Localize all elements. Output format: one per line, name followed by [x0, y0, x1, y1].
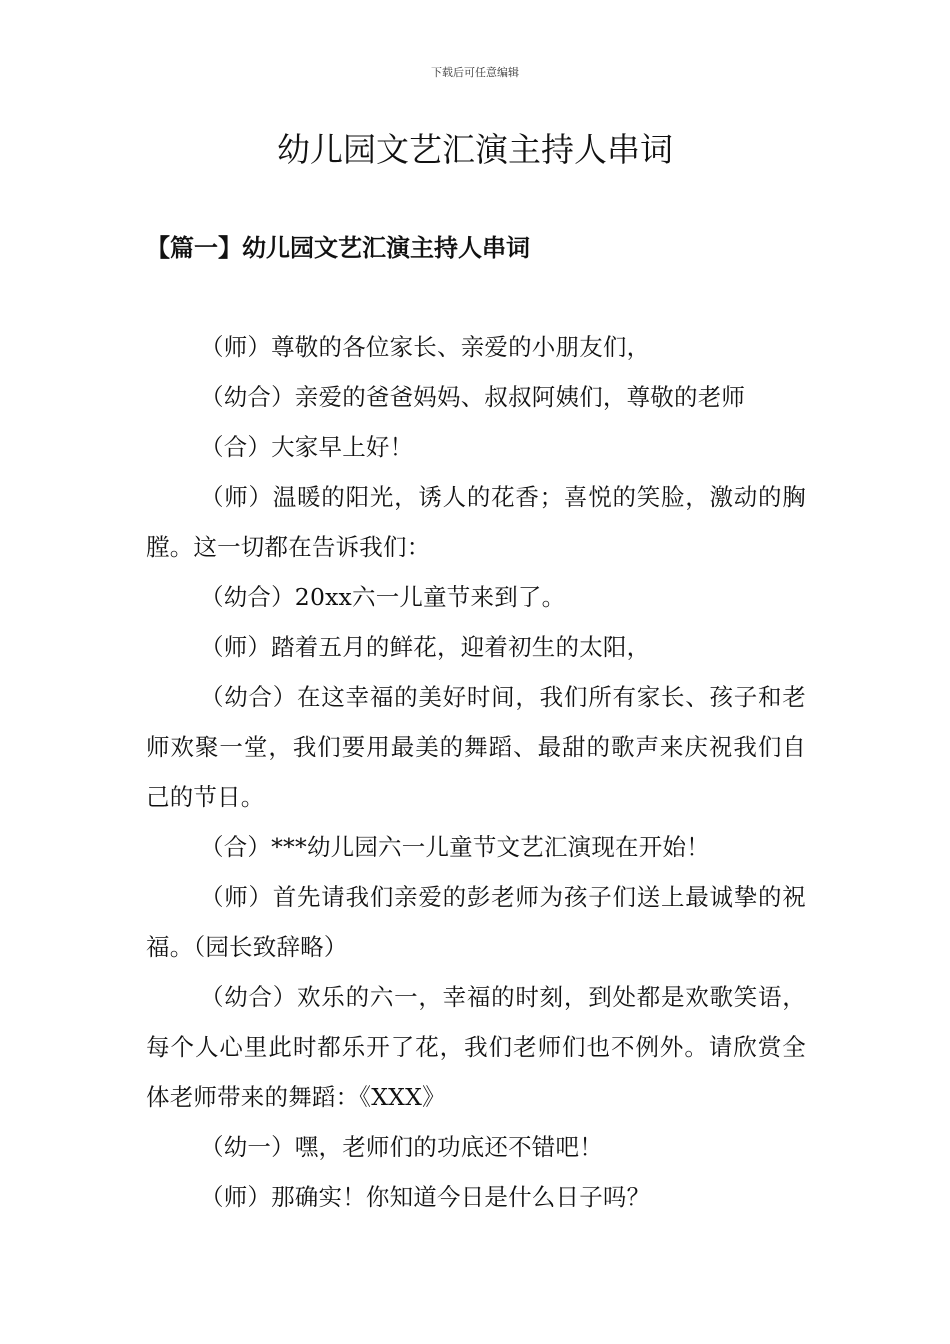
paragraph: （合）***幼儿园六一儿童节文艺汇演现在开始！: [200, 833, 710, 861]
document-title: 幼儿园文艺汇演主持人串词: [277, 130, 673, 169]
paragraph: （师）尊敬的各位家长、亲爱的小朋友们，: [200, 333, 651, 361]
paragraph: （师）温暖的阳光，诱人的花香；喜悦的笑脸，激动的胸膛。这一切都在告诉我们：: [146, 483, 806, 561]
paragraph: （师）踏着五月的鲜花，迎着初生的太阳，: [200, 633, 651, 661]
paragraph: （幼合）亲爱的爸爸妈妈、叔叔阿姨们，尊敬的老师: [200, 383, 746, 411]
paragraph: （幼合）20xx六一儿童节来到了。: [200, 583, 566, 611]
paragraph: （幼合）在这幸福的美好时间，我们所有家长、孩子和老师欢聚一堂，我们要用最美的舞蹈、最甜的歌声来庆祝我们自己的节日。: [146, 683, 806, 811]
paragraph: （合）大家早上好！: [200, 433, 414, 461]
paragraph: （幼合）欢乐的六一，幸福的时刻，到处都是欢歌笑语，每个人心里此时都乐开了花，我们老师们也不例外。请欣赏全体老师带来的舞蹈：《XXX》: [146, 983, 806, 1111]
section-title: 【篇一】幼儿园文艺汇演主持人串词: [146, 233, 530, 262]
paragraph: （幼一）嘿，老师们的功底还不错吧！: [200, 1133, 603, 1161]
paragraph: （师）那确实！你知道今日是什么日子吗？: [200, 1183, 651, 1211]
paragraph: （师）首先请我们亲爱的彭老师为孩子们送上最诚挚的祝福。（园长致辞略）: [146, 883, 806, 961]
document-body: [146, 322, 806, 1222]
header-note: 下载后可任意编辑: [431, 66, 519, 79]
